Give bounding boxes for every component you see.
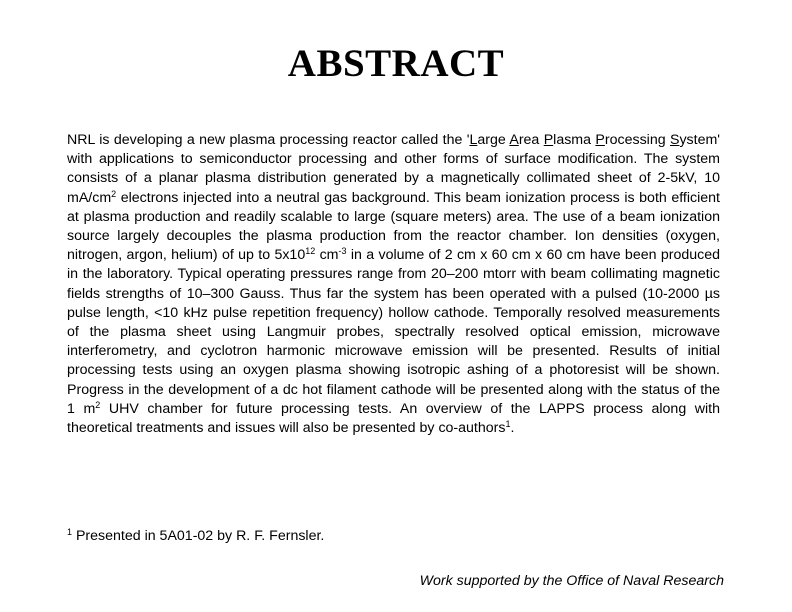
abstract-superscript: 2: [95, 399, 101, 410]
footnote: [67, 527, 324, 546]
abstract-underlined-letter: L: [469, 132, 478, 148]
abstract-superscript: 12: [305, 246, 316, 257]
abstract-text: .: [510, 420, 515, 437]
abstract-superscript: 2: [111, 188, 117, 199]
abstract-text: electrons injected into a neutral gas background. This beam ionization process is both efficient at plasma production and readily scalable to large (square meters) area. The use of a beam ionization source largely decouples the plasma production from the reactor chamber. Ion densities (oxygen, nitrogen, argon, helium) of up to 5x10: [67, 189, 720, 264]
footnote-text: Presented in 5A01-02 by R. F. Fernsler.: [72, 528, 325, 544]
footnote-reference: 1: [505, 419, 511, 430]
abstract-text: cm: [315, 247, 339, 264]
abstract-underlined-letter: S: [669, 132, 680, 148]
page-title: ABSTRACT: [287, 42, 505, 85]
abstract-superscript: -3: [338, 246, 347, 257]
abstract-underlined-letter: P: [543, 132, 554, 148]
abstract-text: UHV chamber for future processing tests. An overview of the LAPPS process along with theoretical treatments and issues will also be presented by co-authors: [67, 400, 720, 437]
abstract-underlined-letter: A: [509, 132, 519, 148]
footnote-marker: 1: [67, 527, 73, 537]
abstract-underlined-letter: P: [595, 132, 605, 148]
abstract-text: ystem' with applications to semiconductor processing and other forms of surface modification. The system consists of a planar plasma distribution generated by a magnetically collimated sheet of 2-5kV, 10 mA/cm: [67, 132, 720, 206]
abstract-text: NRL is developing a new plasma processing reactor called the ': [67, 132, 470, 148]
abstract-text: in a volume of 2 cm x 60 cm x 60 cm have been produced in the laboratory. Typical operating pressures range from 20–200 mtorr with beam collimating magnetic fields strengths of 10–300 Gauss. Thus far the system has been operated with a pulsed (10-2000 µs pulse length, <10 kHz pulse repetition frequency) hollow cathode. Temporally resolved measurements of the plasma sheet using Langmuir probes, spectrally resolved optical emission, microwave interferometry, and cyclotron harmonic microwave emission will be presented. Results of initial processing tests using an oxygen plasma showing isotropic ashing of a photoresist will be shown. Progress in the development of a dc hot filament cathode will be presented along with the status of the 1 m: [67, 247, 720, 417]
funding-credit: Work supported by the Office of Naval Research: [419, 573, 724, 589]
abstract-text: arge: [477, 132, 510, 148]
abstract-paragraph: [67, 131, 720, 438]
abstract-text: rocessing: [604, 132, 670, 148]
abstract-text: lasma: [553, 132, 596, 148]
abstract-text: rea: [518, 132, 544, 148]
